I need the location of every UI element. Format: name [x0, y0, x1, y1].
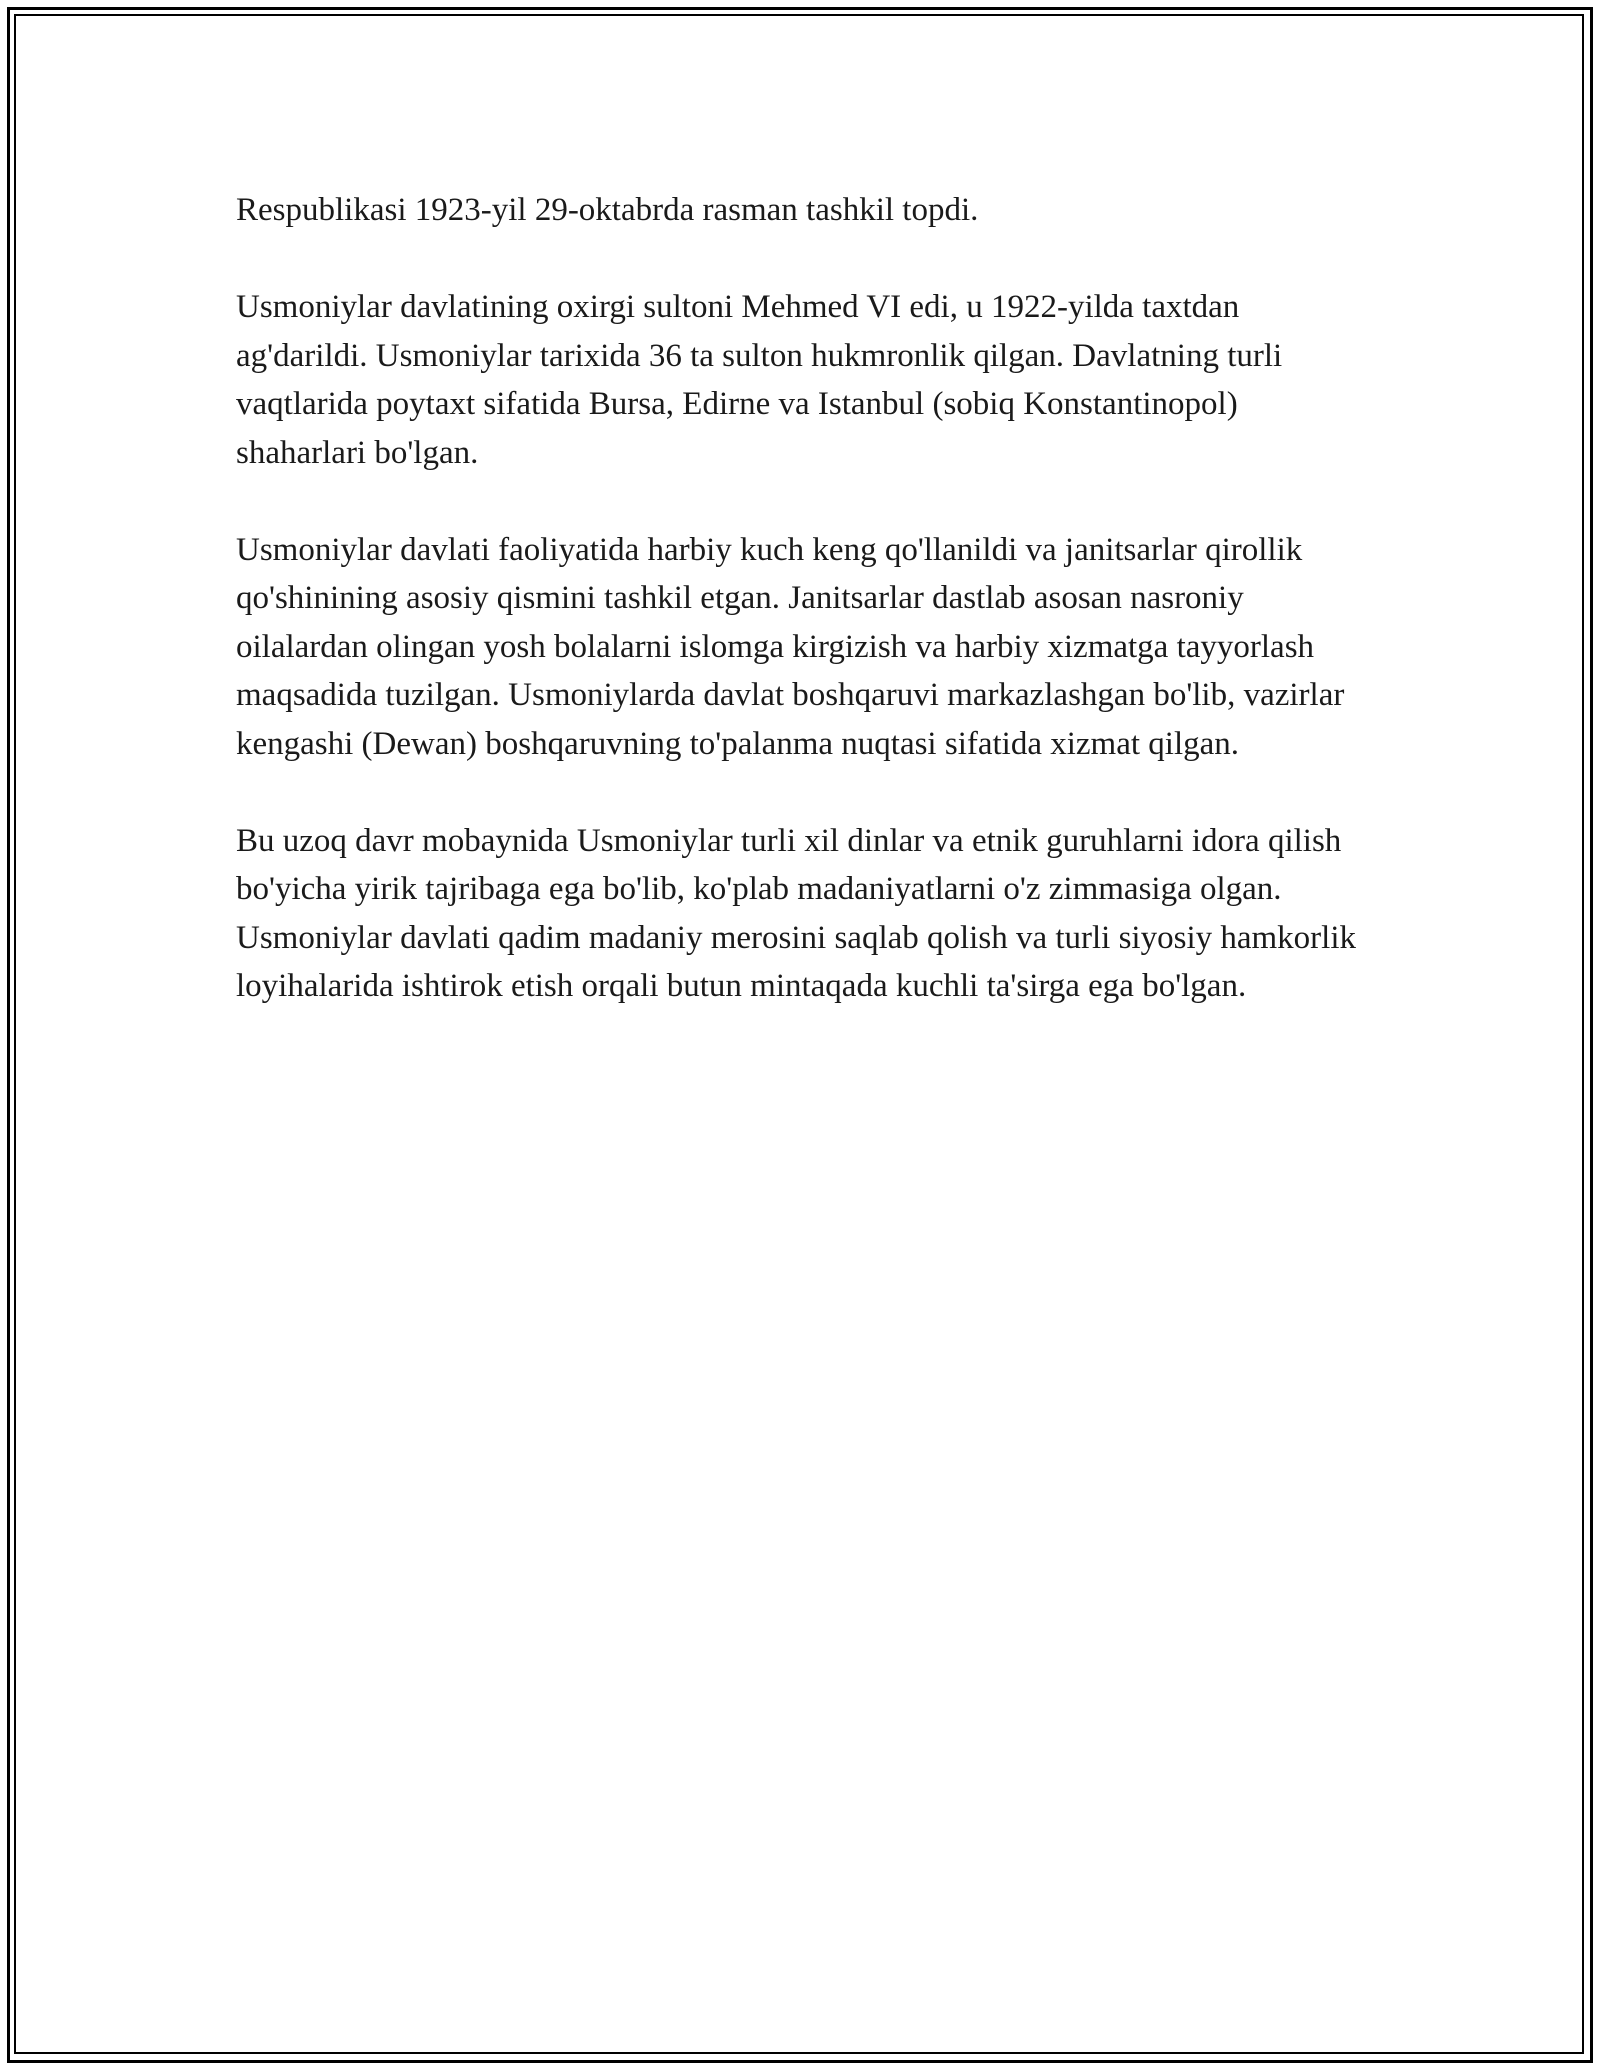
document-body	[236, 186, 1366, 1059]
paragraph-4: Bu uzoq davr mobaynida Usmoniylar turli xil dinlar va etnik guruhlarni idora qilish bo'yicha yirik tajribaga ega bo'lib, ko'plab madaniyatlarni o'z zimmasiga olgan. Usmoniylar davlati qadim madaniy merosini saqlab qolish va turli siyosiy hamkorlik loyihalarida ishtirok etish orqali butun mintaqada kuchli ta'sirga ega bo'lgan.	[236, 822, 1357, 1004]
paragraph-1: Respublikasi 1923-yil 29-oktabrda rasman tashkil topdi.	[236, 192, 979, 228]
paragraph-3: Usmoniylar davlati faoliyatida harbiy kuch keng qo'llanildi va janitsarlar qirollik qo'shinining asosiy qismini tashkil etgan. Janitsarlar dastlab asosan nasroniy oilalardan olingan yosh bolalarni islomga kirgizish va harbiy xizmatga tayyorlash maqsadida tuzilgan. Usmoniylarda davlat boshqaruvi markazlashgan bo'lib, vazirlar kengashi (Dewan) boshqaruvning to'palanma nuqtasi sifatida xizmat qilgan.	[236, 531, 1345, 762]
paragraph-2: Usmoniylar davlatining oxirgi sultoni Mehmed VI edi, u 1922-yilda taxtdan ag'darildi. Usmoniylar tarixida 36 ta sulton hukmronlik qilgan. Davlatning turli vaqtlarida poytaxt sifatida Bursa, Edirne va Istanbul (sobiq Konstantinopol) shaharlari bo'lgan.	[236, 289, 1283, 471]
